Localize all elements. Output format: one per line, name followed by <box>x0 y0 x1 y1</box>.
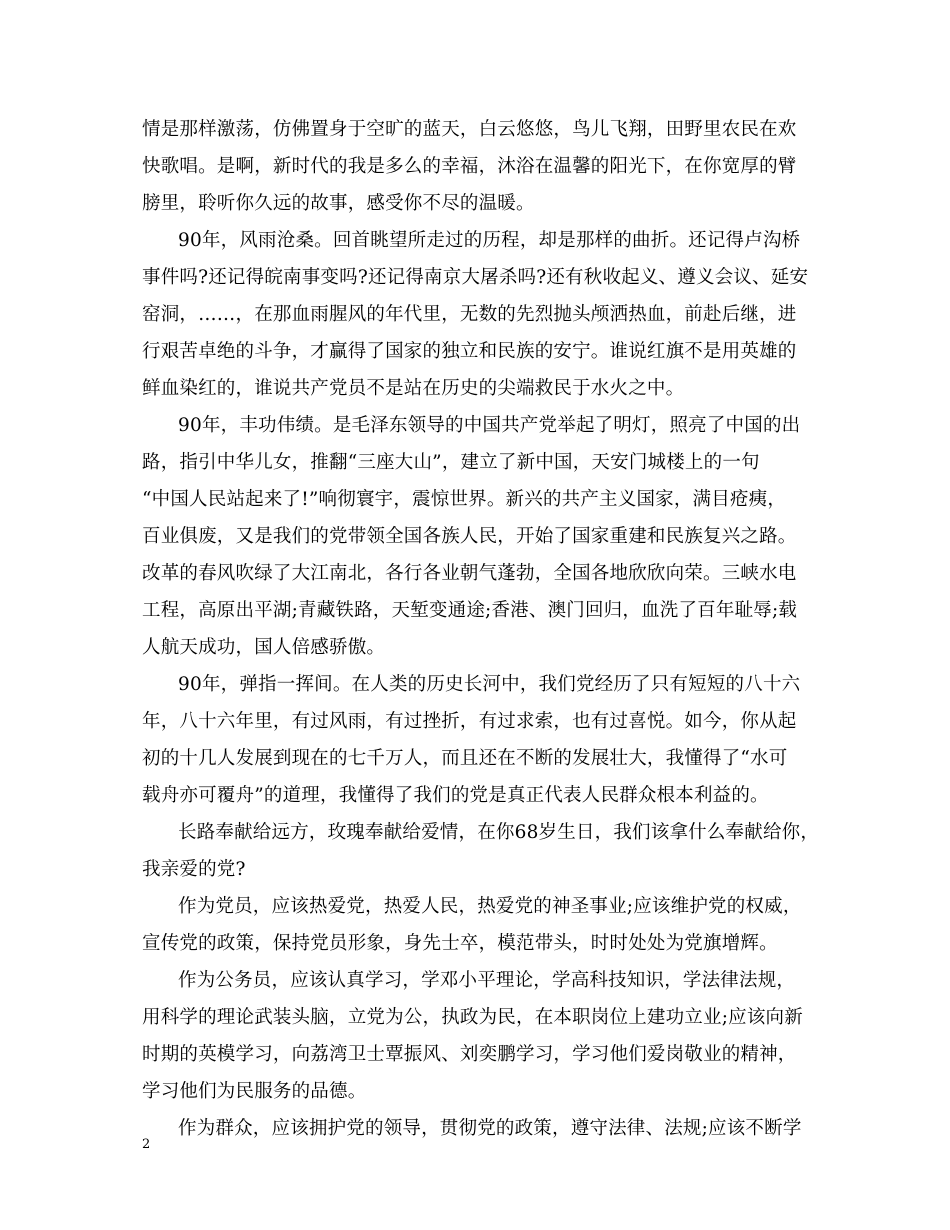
paragraph-first-line: 作为群众，应该拥护党的领导，贯彻党的政策，遵守法律、法规;应该不断学 <box>178 1118 802 1139</box>
paragraph-first-line: 长路奉献给远方，玫瑰奉献给爱情，在你68岁生日，我们该拿什么奉献给你， <box>178 822 820 843</box>
text-line: 时期的英模学习，向荔湾卫士覃振风、刘奕鹏学习，学习他们爱岗敬业的精神， <box>142 1044 797 1065</box>
paragraph-first-line: 90年，丰功伟绩。是毛泽东领导的中国共产党举起了明灯，照亮了中国的出 <box>178 415 801 436</box>
paragraph-first-line: 90年，弹指一挥间。在人类的历史长河中，我们党经历了只有短短的八十六 <box>178 674 801 695</box>
text-line: 工程，高原出平湖;青藏铁路，天堑变通途;香港、澳门回归，血洗了百年耻辱;载 <box>142 600 798 621</box>
text-line: 鲜血染红的，谁说共产党员不是站在历史的尖端救民于水火之中。 <box>142 378 685 399</box>
text-line: 膀里，聆听你久远的故事，感受你不尽的温暖。 <box>142 193 535 214</box>
text-line: 我亲爱的党? <box>142 859 246 880</box>
text-line: 学习他们为民服务的品德。 <box>142 1081 367 1102</box>
text-line: 用科学的理论武装头脑，立党为公，执政为民，在本职岗位上建功立业;应该向新 <box>142 1007 803 1028</box>
text-line: 载舟亦可覆舟”的道理，我懂得了我们的党是真正代表人民群众根本利益的。 <box>142 785 769 806</box>
paragraph-first-line: 作为党员，应该热爱党，热爱人民，热爱党的神圣事业;应该维护党的权威， <box>178 896 802 917</box>
text-line: “中国人民站起来了!”响彻寰宇，震惊世界。新兴的共产主义国家，满目疮痍， <box>142 489 787 510</box>
text-line: 快歌唱。是啊，新时代的我是多么的幸福，沐浴在温馨的阳光下，在你宽厚的臂 <box>142 156 797 177</box>
page-number: 2 <box>142 1137 151 1152</box>
text-line: 人航天成功，国人倍感骄傲。 <box>142 637 386 658</box>
text-line: 窑洞，……，在那血雨腥风的年代里，无数的先烈抛头颅洒热血，前赴后继，进 <box>142 304 797 325</box>
text-line: 年，八十六年里，有过风雨，有过挫折，有过求索，也有过喜悦。如今，你从起 <box>142 711 797 732</box>
paragraph-first-line: 作为公务员，应该认真学习，学邓小平理论，学高科技知识，学法律法规， <box>178 970 796 991</box>
text-line: 改革的春风吹绿了大江南北，各行各业朝气蓬勃，全国各地欣欣向荣。三峡水电 <box>142 563 797 584</box>
text-line: 行艰苦卓绝的斗争，才赢得了国家的独立和民族的安宁。谁说红旗不是用英雄的 <box>142 341 797 362</box>
text-line: 路，指引中华儿女，推翻“三座大山”，建立了新中国，天安门城楼上的一句 <box>142 452 760 473</box>
text-line: 事件吗?还记得皖南事变吗?还记得南京大屠杀吗?还有秋收起义、遵义会议、延安 <box>142 267 809 288</box>
text-line: 情是那样激荡，仿佛置身于空旷的蓝天，白云悠悠，鸟儿飞翔，田野里农民在欢 <box>142 119 797 140</box>
text-line: 宣传党的政策，保持党员形象，身先士卒，模范带头，时时处处为党旗增辉。 <box>142 933 778 954</box>
text-line: 百业俱废，又是我们的党带领全国各族人民，开始了国家重建和民族复兴之路。 <box>142 526 797 547</box>
paragraph-first-line: 90年，风雨沧桑。回首眺望所走过的历程，却是那样的曲折。还记得卢沟桥 <box>178 230 801 251</box>
text-line: 初的十几人发展到现在的七千万人，而且还在不断的发展壮大，我懂得了“水可 <box>142 748 788 769</box>
